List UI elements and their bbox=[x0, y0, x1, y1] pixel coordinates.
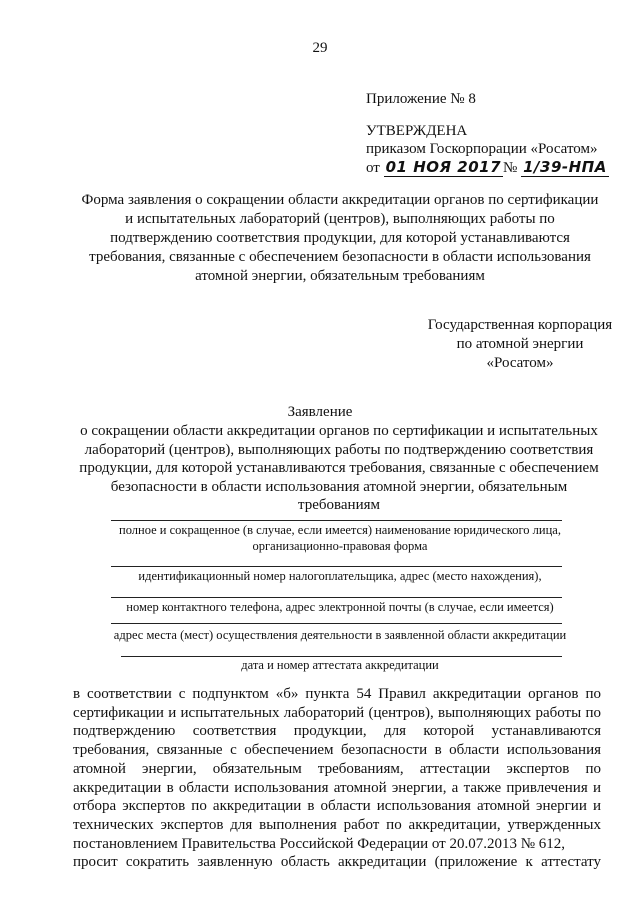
field-entity-name-line[interactable] bbox=[111, 520, 562, 521]
body-paragraph: в соответствии с подпунктом «б» пункта 54 Правил аккредитации органов по сертификации и испытательных лабораторий (центров), выполняющих работы по подтверждению соответствия продукции, для которой устанавливаются требования, связанные с обеспечением безопасности в области использования атомной энергии, обязательным требованиям, аттестации экспертов по аккредитации в области использования атомной энергии, а также привлечения и отбора экспертов по аккредитации в области использования атомной энергии и технических экспертов для выполнения работ по аккредитации, утвержденных постановлением Правительства Российской Федерации от 20.07.2013 № 612, bbox=[73, 686, 601, 852]
form-title-line: Форма заявления о сокращении области аккредитации органов по сертификации bbox=[81, 192, 599, 208]
recipient-line: «Росатом» bbox=[486, 355, 554, 371]
statement-subject-line: продукции, для которой устанавливаются требования, связанные с обеспечением bbox=[79, 460, 599, 476]
statement-heading: Заявление bbox=[287, 404, 353, 420]
caption-line: полное и сокращенное (в случае, если имеется) наименование юридического лица, bbox=[119, 523, 561, 537]
approved-by-order: приказом Госкорпорации «Росатом» bbox=[366, 141, 598, 157]
page-number: 29 bbox=[312, 40, 328, 56]
caption-line: организационно-правовая форма bbox=[252, 539, 428, 553]
form-title-line: атомной энергии, обязательным требованиям bbox=[195, 268, 485, 284]
from-prefix: от bbox=[366, 160, 380, 176]
body-text bbox=[73, 685, 601, 872]
field-activity-address-line[interactable] bbox=[111, 623, 562, 624]
recipient-line: Государственная корпорация bbox=[427, 317, 613, 333]
order-number-handwritten: 1/39-НПА bbox=[523, 158, 607, 176]
form-title-line: требования, связанные с обеспечением безопасности в области использования bbox=[89, 249, 591, 265]
field-certificate-caption: дата и номер аттестата аккредитации bbox=[241, 658, 439, 672]
field-activity-address-caption: адрес места (мест) осуществления деятельности в заявленной области аккредитации bbox=[113, 628, 567, 642]
field-contacts-line[interactable] bbox=[111, 597, 562, 598]
statement-subject bbox=[66, 422, 612, 515]
order-date-number-line bbox=[366, 158, 609, 177]
form-title-line: и испытательных лабораторий (центров), выполняющих работы по bbox=[125, 211, 555, 227]
statement-subject-line: лабораторий (центров), выполняющих работы по подтверждению соответствия bbox=[84, 441, 594, 458]
field-tax-id-caption: идентификационный номер налогоплательщика, адрес (место нахождения), bbox=[138, 569, 542, 583]
recipient-line: по атомной энергии bbox=[456, 336, 584, 352]
field-contacts-caption: номер контактного телефона, адрес электронной почты (в случае, если имеется) bbox=[126, 600, 554, 614]
recipient-block bbox=[400, 316, 640, 373]
approved-label: УТВЕРЖДЕНА bbox=[366, 123, 468, 139]
approval-block bbox=[366, 90, 609, 177]
appendix-label: Приложение № 8 bbox=[366, 91, 476, 107]
field-tax-id-line[interactable] bbox=[111, 566, 562, 567]
form-title bbox=[70, 191, 610, 286]
order-date-stamp: 01 НОЯ 2017 bbox=[385, 158, 502, 176]
statement-subject-line: о сокращении области аккредитации органов по сертификации и испытательных bbox=[80, 423, 598, 439]
form-title-line: подтверждению соответствия продукции, для которой устанавливаются bbox=[110, 230, 570, 246]
field-entity-name-caption bbox=[60, 522, 620, 554]
statement-subject-line: требованиям bbox=[297, 497, 381, 513]
body-last-line: просит сократить заявленную область аккредитации (приложение к аттестату bbox=[73, 854, 601, 871]
statement-subject-line: безопасности в области использования атомной энергии, обязательным bbox=[110, 478, 568, 495]
number-prefix: № bbox=[503, 160, 518, 176]
